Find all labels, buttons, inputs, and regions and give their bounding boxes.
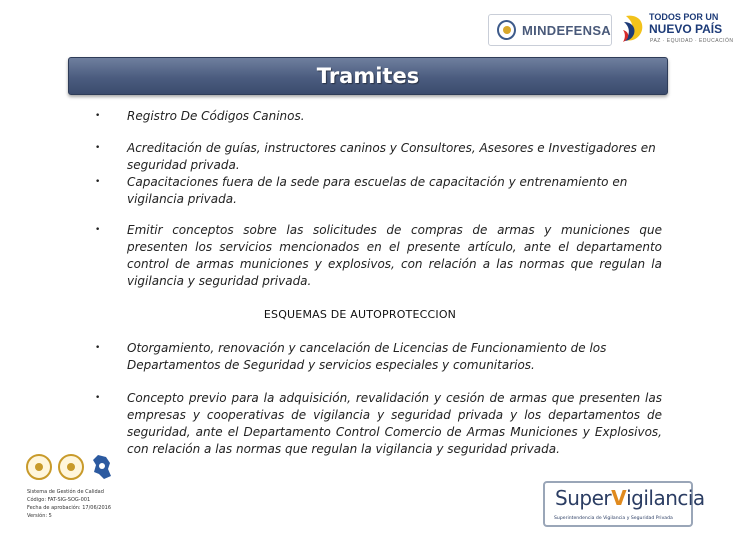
bullet-icon: • (95, 225, 101, 235)
quality-system-info (27, 488, 111, 520)
list-item (92, 108, 662, 125)
todos-line2: NUEVO PAÍS (649, 22, 723, 36)
list-item (92, 390, 662, 458)
bullet-icon: • (95, 393, 101, 403)
footer-line4: Versión: 5 (27, 513, 52, 519)
list-item-text: Otorgamiento, renovación y cancelación de Licencias de Funcionamiento de los Departamentos de Seguridad y servicios especiales y comunitarios. (127, 341, 607, 372)
supervigilancia-subtitle: Superintendencia de Vigilancia y Seguridad Privada (554, 516, 673, 521)
list-item-text: Acreditación de guías, instructores caninos y Consultores, Asesores e Investigadores en seguridad privada. (127, 141, 656, 172)
brand-name-b: igilancia (626, 486, 705, 510)
list-item (92, 222, 662, 290)
esquemas-list (92, 340, 662, 374)
list-item (92, 340, 662, 374)
tramites-list (92, 108, 662, 125)
mindefensa-logo (488, 14, 612, 46)
bullet-icon: • (95, 143, 101, 153)
brand-name-a: Super (555, 486, 612, 510)
list-item (92, 140, 662, 174)
list-item-text: Concepto previo para la adquisición, revalidación y cesión de armas que presenten las empresas y cooperativas de vigilancia y seguridad privada y los departamentos de seguridad, ante el Departamento Control Comercio de Armas Municiones y Explosivos, con relación a las normas que regulan la vigilancia y seguridad privada. (127, 391, 662, 456)
esquemas-list-2 (92, 390, 662, 458)
colombia-map-icon (90, 454, 114, 480)
list-item-text: Capacitaciones fuera de la sede para escuelas de capacitación y entrenamiento en vigilancia privada. (127, 175, 628, 206)
supervigilancia-name (555, 486, 705, 510)
bullet-icon: • (95, 111, 101, 121)
todos-por-un-nuevo-pais-logo (622, 8, 734, 50)
tramites-list-3 (92, 222, 662, 290)
page-title: Tramites (316, 64, 420, 88)
mindefensa-label: MINDEFENSA (522, 22, 611, 38)
footer-line3: Fecha de aprobación: 17/06/2016 (27, 505, 112, 511)
todos-flag-icon (622, 12, 646, 44)
title-bar (68, 57, 668, 95)
todos-line1: TODOS POR UN (649, 12, 719, 22)
footer-line2: Código: FAT-SIG-SOG-001 (27, 497, 91, 503)
section-heading: ESQUEMAS DE AUTOPROTECCION (263, 308, 457, 321)
brand-name-v: V (611, 486, 627, 510)
bullet-icon: • (95, 177, 101, 187)
list-item (92, 174, 662, 208)
footer-line1: Sistema de Gestión de Calidad (27, 489, 104, 495)
tramites-list-2 (92, 140, 662, 208)
certification-seal-icon (58, 454, 84, 480)
bullet-icon: • (95, 343, 101, 353)
list-item-text: Emitir conceptos sobre las solicitudes de compras de armas y municiones que presenten los servicios mencionados en el presente artículo, ante el departamento control de armas municiones y explosivos, con relación a las normas que regulan la vigilancia y seguridad privada. (127, 223, 662, 288)
supervigilancia-logo (543, 481, 705, 527)
quality-seal-icon (26, 454, 52, 480)
colombia-crest-icon (497, 20, 516, 40)
list-item-text: Registro De Códigos Caninos. (127, 109, 305, 123)
certification-seals (26, 454, 114, 480)
todos-line3: PAZ · EQUIDAD · EDUCACIÓN (650, 38, 734, 44)
